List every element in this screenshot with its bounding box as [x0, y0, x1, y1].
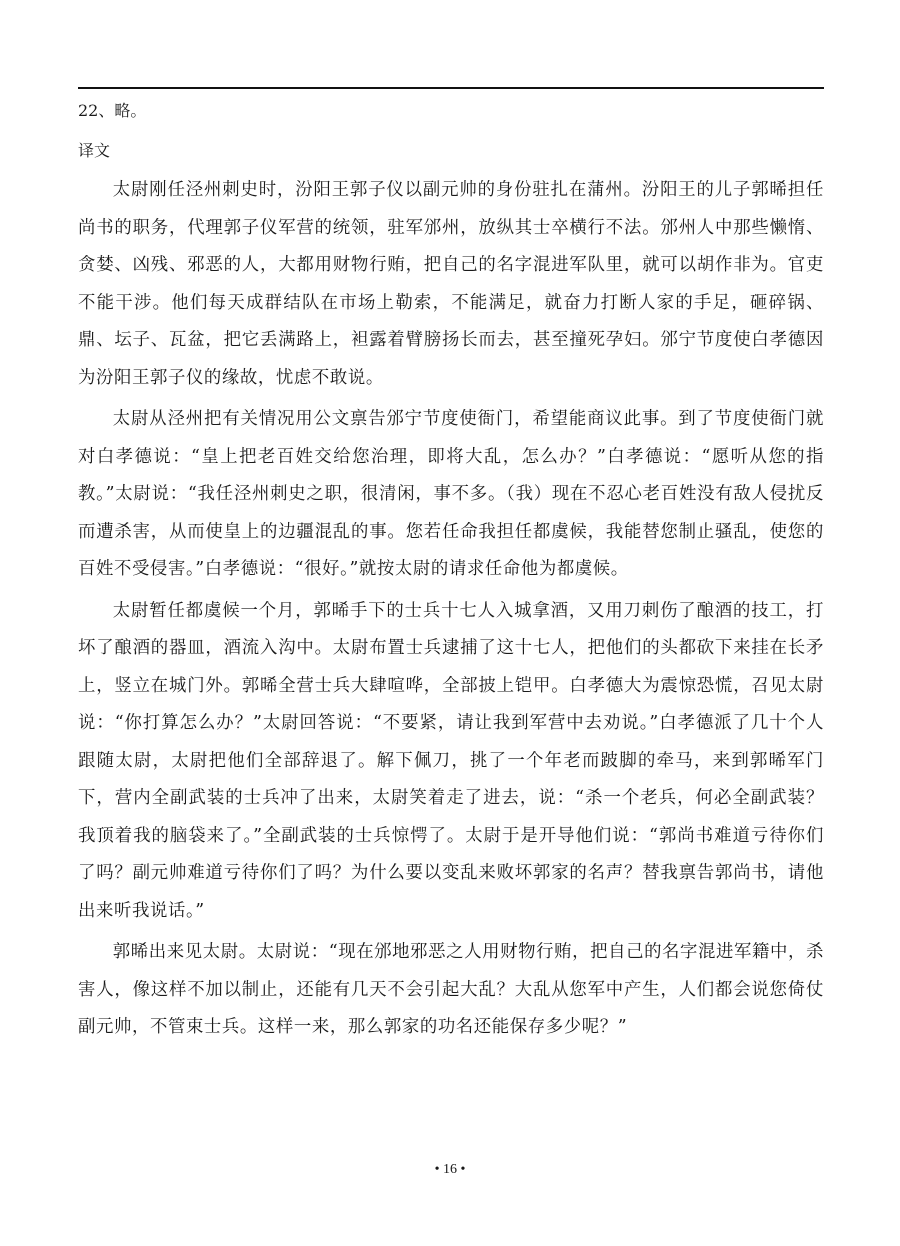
paragraph-1: 太尉刚任泾州刺史时，汾阳王郭子仪以副元帅的身份驻扎在蒲州。汾阳王的儿子郭晞担任尚书的职务，代理郭子仪军营的统领，驻军邠州，放纵其士卒横行不法。邠州人中那些懒惰、贪婪、凶残、邪恶的人，大都用财物行贿，把自己的名字混进军队里，就可以胡作非为。官吏不能干涉。他们每天成群结队在市场上勒索，不能满足，就奋力打断人家的手足，砸碎锅、鼎、坛子、瓦盆，把它丢满路上，袒露着臂膀扬长而去，甚至撞死孕妇。邠宁节度使白孝德因为汾阳王郭子仪的缘故，忧虑不敢说。 [78, 180, 824, 388]
document-body [78, 96, 824, 1051]
page-number: • 16 • [434, 1162, 466, 1177]
paragraph-3: 太尉暂任都虞候一个月，郭晞手下的士兵十七人入城拿酒，又用刀刺伤了酿酒的技工，打坏了酿酒的器皿，酒流入沟中。太尉布置士兵逮捕了这十七人，把他们的头都砍下来挂在长矛上，竖立在城门外。郭晞全营士兵大肆喧哗，全部披上铠甲。白孝德大为震惊恐慌，召见太尉说：“你打算怎么办？”太尉回答说：“不要紧，请让我到军营中去劝说。”白孝德派了几十个人跟随太尉，太尉把他们全部辞退了。解下佩刀，挑了一个年老而跛脚的牵马，来到郭晞军门下，营内全副武装的士兵冲了出来，太尉笑着走了进去，说：“杀一个老兵，何必全副武装？我顶着我的脑袋来了。”全副武装的士兵惊愕了。太尉于是开导他们说：“郭尚书难道亏待你们了吗？副元帅难道亏待你们了吗？为什么要以变乱来败坏郭家的名声？替我禀告郭尚书，请他出来听我说话。” [78, 600, 824, 921]
section-heading-translation: 译文 [78, 141, 111, 160]
answer-item-22: 22、略。 [78, 101, 147, 120]
header-rule [78, 87, 824, 89]
paragraph-2: 太尉从泾州把有关情况用公文禀告邠宁节度使衙门，希望能商议此事。到了节度使衙门就对白孝德说：“皇上把老百姓交给您治理，即将大乱，怎么办？”白孝德说：“愿听从您的指教。”太尉说：“我任泾州刺史之职，很清闲，事不多。（我）现在不忍心老百姓没有敌人侵扰反而遭杀害，从而使皇上的边疆混乱的事。您若任命我担任都虞候，我能替您制止骚乱，使您的百姓不受侵害。”白孝德说：“很好。”就按太尉的请求任命他为都虞候。 [78, 409, 824, 579]
paragraph-4: 郭晞出来见太尉。太尉说：“现在邠地邪恶之人用财物行贿，把自己的名字混进军籍中，杀害人，像这样不加以制止，还能有几天不会引起大乱？大乱从您军中产生，人们都会说您倚仗副元帅，不管束士兵。这样一来，那么郭家的功名还能保存多少呢？” [78, 942, 824, 1037]
